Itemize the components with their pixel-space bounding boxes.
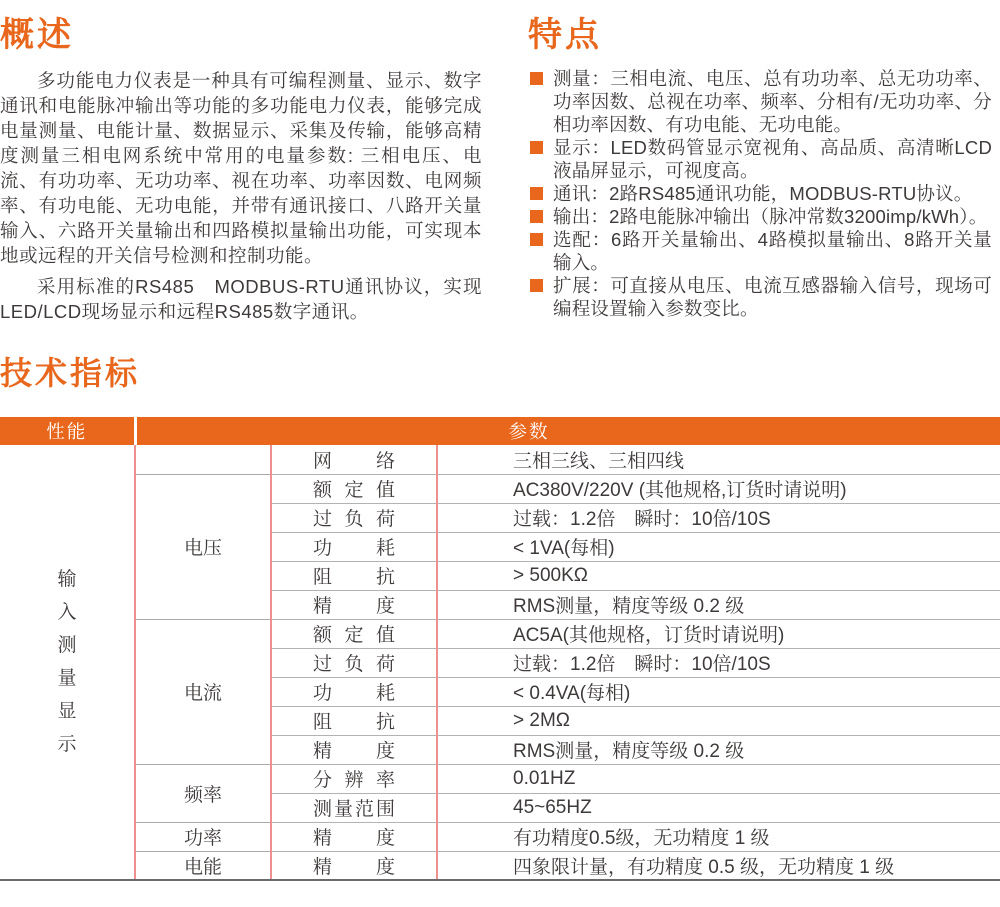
feature-item-display [528,136,992,182]
param-value-cell: AC5A(其他规格，订货时请说明) [437,619,1000,648]
param-name: 过负荷 [313,654,395,675]
feature-text: 扩展：可直接从电压、电流互感器输入信号，现场可编程设置输入参数变比。 [553,275,992,320]
param-name-cell [271,735,437,764]
header-parameter: 参数 [135,417,1000,445]
overview-paragraph-2: 采用标准的RS485 MODBUS-RTU通讯协议，实现LED/LCD现场显示和远程RS485数字通讯。 [0,276,482,323]
table-row [0,822,1000,851]
category-cell-energy: 电能 [135,851,271,880]
param-name: 阻抗 [313,712,395,733]
param-value-cell: < 0.4VA(每相) [437,677,1000,706]
param-name: 过负荷 [313,509,395,530]
feature-text: 输出：2路电能脉冲输出（脉冲常数3200imp/kWh）。 [553,206,988,228]
category-cell-empty [135,445,271,474]
table-row [0,764,1000,793]
param-value-cell: RMS测量，精度等级 0.2 级 [437,590,1000,619]
param-name: 功耗 [313,683,395,704]
param-name-cell [271,764,437,793]
overview-title: 概述 [0,16,74,54]
param-name-cell [271,706,437,735]
feature-item-communication [528,182,992,205]
table-row [0,619,1000,648]
param-name: 精度 [313,596,395,617]
param-name: 分辨率 [313,770,395,791]
param-value-cell: 有功精度0.5级，无功精度 1 级 [437,822,1000,851]
table-row [0,445,1000,474]
bullet-square-icon [530,210,543,223]
category-cell-frequency: 频率 [135,764,271,822]
param-name: 精度 [313,741,395,762]
feature-text: 显示：LED数码管显示宽视角、高品质、高清晰LCD液晶屏显示，可视度高。 [553,137,992,182]
param-name-cell [271,822,437,851]
param-name: 功耗 [313,538,395,559]
bullet-square-icon [530,187,543,200]
spec-table [0,417,1000,881]
overview-paragraph-1: 多功能电力仪表是一种具有可编程测量、显示、数字通讯和电能脉冲输出等功能的多功能电力仪表，能够完成电量测量、电能计量、数据显示、采集及传输，能够高精度测量三相电网系统中常用的电量参数: 三相电压、电流、有功功率、无功功率、视在功率、功率因数、电网频率、有功电能、无功电能，并带有通讯接口、八路开关量输入、六路开关量输出和四路模拟量输出功能，可实现本地或远程的开关信号检测和控制功能。 [0,70,482,267]
header-performance: 性能 [0,417,135,445]
param-name-cell [271,648,437,677]
param-value-cell: < 1VA(每相) [437,532,1000,561]
param-name-cell [271,561,437,590]
specs-title: 技术指标 [0,355,141,391]
group-label-text: 输入测量显示 [57,569,77,755]
param-value-cell: > 500KΩ [437,561,1000,590]
feature-text: 测量：三相电流、电压、总有功功率、总无功功率、功率因数、总视在功率、频率、分相有/无功功率、分相功率因数、有功电能、无功电能。 [553,68,992,136]
table-row [0,851,1000,880]
param-value-cell: 过载：1.2倍 瞬时：10倍/10S [437,503,1000,532]
param-name-cell [271,532,437,561]
param-name: 精度 [313,828,395,849]
feature-item-output [528,205,992,228]
param-name-cell [271,474,437,503]
feature-item-expansion [528,274,992,320]
overview-section [0,16,482,324]
spec-table-header [0,417,1000,445]
param-name-cell [271,590,437,619]
bullet-square-icon [530,279,543,292]
param-value-cell: 过载：1.2倍 瞬时：10倍/10S [437,648,1000,677]
feature-item-measure [528,67,992,136]
param-name: 测量范围 [313,799,395,820]
feature-text: 选配：6路开关量输出、4路模拟量输出、8路开关量输入。 [553,229,992,274]
category-cell-current: 电流 [135,619,271,764]
features-section [528,16,992,320]
param-name-cell [271,503,437,532]
param-name-cell [271,619,437,648]
param-name: 精度 [313,856,395,878]
param-name: 额定值 [313,625,395,646]
param-value-cell: > 2MΩ [437,706,1000,735]
feature-list [528,67,992,320]
feature-text: 通讯：2路RS485通讯功能，MODBUS-RTU协议。 [553,183,973,205]
param-value-cell: 三相三线、三相四线 [437,445,1000,474]
param-name-cell [271,677,437,706]
category-cell-voltage: 电压 [135,474,271,619]
bullet-square-icon [530,141,543,154]
table-row [0,474,1000,503]
param-name-cell [271,793,437,822]
param-value-cell: 45~65HZ [437,793,1000,822]
param-value-cell: 四象限计量，有功精度 0.5 级，无功精度 1 级 [437,851,1000,880]
param-name: 阻抗 [313,567,395,588]
bullet-square-icon [530,233,543,246]
param-value-cell: AC380V/220V (其他规格,订货时请说明) [437,474,1000,503]
feature-item-optional [528,228,992,274]
features-title: 特点 [528,16,602,54]
param-name-cell [271,445,437,474]
category-cell-power: 功率 [135,822,271,851]
param-name: 额定值 [313,480,395,501]
spec-header-row [0,417,1000,445]
param-value-cell: RMS测量，精度等级 0.2 级 [437,735,1000,764]
group-label-cell [0,445,135,880]
bullet-square-icon [530,72,543,85]
param-name-cell [271,851,437,880]
param-name: 网络 [313,450,395,472]
param-value-cell: 0.01HZ [437,764,1000,793]
